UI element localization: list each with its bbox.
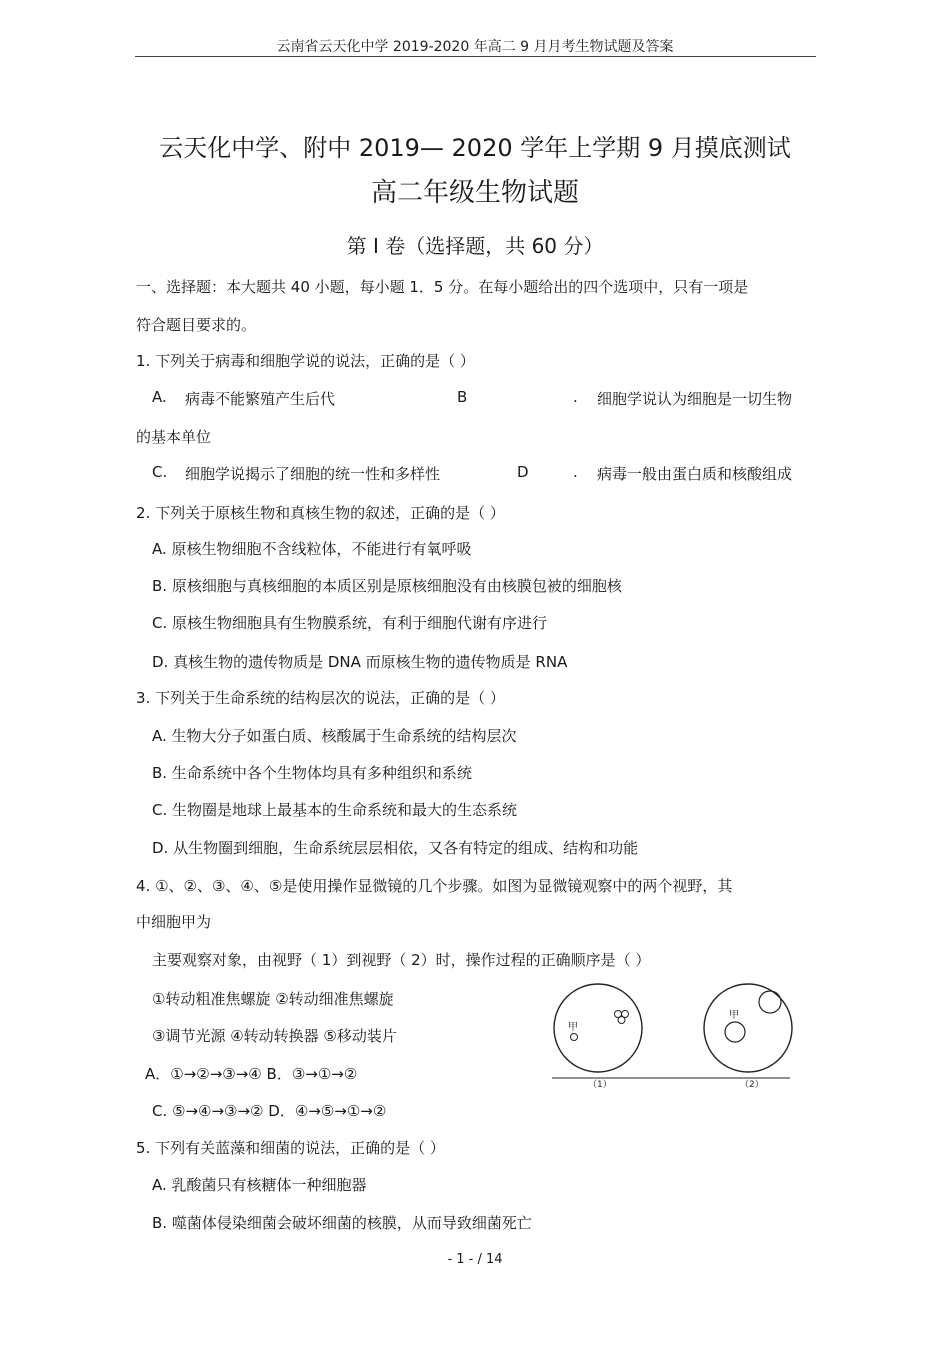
question-5-stem: 5. 下列有关蓝藻和细菌的说法，正确的是（ ）: [136, 1139, 445, 1157]
q2-option-c: C. 原核生物细胞具有生物膜系统，有利于细胞代谢有序进行: [152, 614, 548, 632]
q1-option-d-text: 病毒一般由蛋白质和核酸组成: [597, 465, 793, 483]
question-4-stem-continued: 中细胞甲为: [136, 913, 212, 931]
q4-steps-line-1: ①转动粗准焦螺旋 ②转动细准焦螺旋: [152, 990, 394, 1008]
page-number: - 1 - / 14: [447, 1252, 503, 1267]
q4-steps-line-2: ③调节光源 ④转动转换器 ⑤移动装片: [152, 1027, 397, 1045]
field-of-view-2: [704, 984, 792, 1072]
q3-option-c: C. 生物圈是地球上最基本的生命系统和最大的生态系统: [152, 801, 518, 819]
exam-subtitle: 高二年级生物试题: [370, 178, 579, 208]
q1-option-b-text: 细胞学说认为细胞是一切生物: [597, 390, 793, 408]
question-4-stem-line-3: 主要观察对象，由视野（ 1）到视野（ 2）时，操作过程的正确顺序是（ ）: [152, 951, 651, 969]
section-title: 第 I 卷（选择题，共 60 分）: [346, 234, 604, 258]
q3-option-a: A. 生物大分子如蛋白质、核酸属于生命系统的结构层次: [152, 727, 517, 745]
q1-option-b-dot: .: [573, 388, 578, 406]
q4-options-c-d: C. ⑤→④→③→② D．④→⑤→①→②: [152, 1102, 387, 1120]
microscope-fields-figure: [548, 982, 794, 1090]
instructions-line-2: 符合题目要求的。: [136, 316, 257, 334]
figure-caption-2: （2）: [740, 1080, 764, 1090]
q2-option-d: D. 真核生物的遗传物质是 DNA 而原核生物的遗传物质是 RNA: [152, 653, 568, 671]
figure-caption-1: （1）: [588, 1080, 612, 1090]
cell-jia-1: [571, 1034, 578, 1041]
cell-jia-label-1: 甲: [568, 1022, 578, 1033]
q1-option-a-text: 病毒不能繁殖产生后代: [185, 390, 336, 408]
q4-options-a-b: A．①→②→③→④ B．③→①→②: [145, 1065, 358, 1083]
cell-jia-2: [725, 1022, 745, 1042]
q3-option-b: B. 生命系统中各个生物体均具有多种组织和系统: [152, 764, 472, 782]
q2-option-a: A. 原核生物细胞不含线粒体，不能进行有氧呼吸: [152, 540, 472, 558]
page-header: 云南省云天化中学 2019-2020 年高二 9 月月考生物试题及答案: [276, 39, 674, 55]
header-rule: [135, 56, 816, 57]
q2-option-b: B. 原核细胞与真核细胞的本质区别是原核细胞没有由核膜包被的细胞核: [152, 577, 622, 595]
instructions-line-1: 一、选择题：本大题共 40 小题，每小题 1．5 分。在每小题给出的四个选项中，只有一项是: [136, 278, 749, 296]
q1-option-d-dot: .: [573, 463, 578, 481]
q1-option-a-label: A.: [152, 388, 167, 406]
q1-option-c-label: C.: [152, 463, 168, 481]
q1-option-b-continued: 的基本单位: [136, 428, 212, 446]
q3-option-d: D. 从生物圈到细胞，生命系统层层相依，又各有特定的组成、结构和功能: [152, 839, 639, 857]
q1-option-b-label: B: [457, 388, 468, 406]
q5-option-b: B. 噬菌体侵染细菌会破坏细菌的核膜，从而导致细菌死亡: [152, 1214, 532, 1232]
q5-option-a: A. 乳酸菌只有核糖体一种细胞器: [152, 1176, 367, 1194]
exam-title: 云天化中学、附中 2019— 2020 学年上学期 9 月摸底测试: [159, 134, 791, 162]
q1-option-c-text: 细胞学说揭示了细胞的统一性和多样性: [185, 465, 441, 483]
question-2-stem: 2. 下列关于原核生物和真核生物的叙述，正确的是（ ）: [136, 504, 505, 522]
cell-jia-label-2: 甲: [729, 1010, 739, 1021]
cell-cluster-c: [618, 1017, 625, 1024]
cell-cluster-magnified: [759, 991, 781, 1013]
question-4-stem: 4. ①、②、③、④、⑤是使用操作显微镜的几个步骤。如图为显微镜观察中的两个视野，其: [136, 877, 733, 895]
q1-option-d-label: D: [517, 463, 529, 481]
question-1-stem: 1. 下列关于病毒和细胞学说的说法，正确的是（ ）: [136, 352, 475, 370]
question-3-stem: 3. 下列关于生命系统的结构层次的说法，正确的是（ ）: [136, 689, 505, 707]
